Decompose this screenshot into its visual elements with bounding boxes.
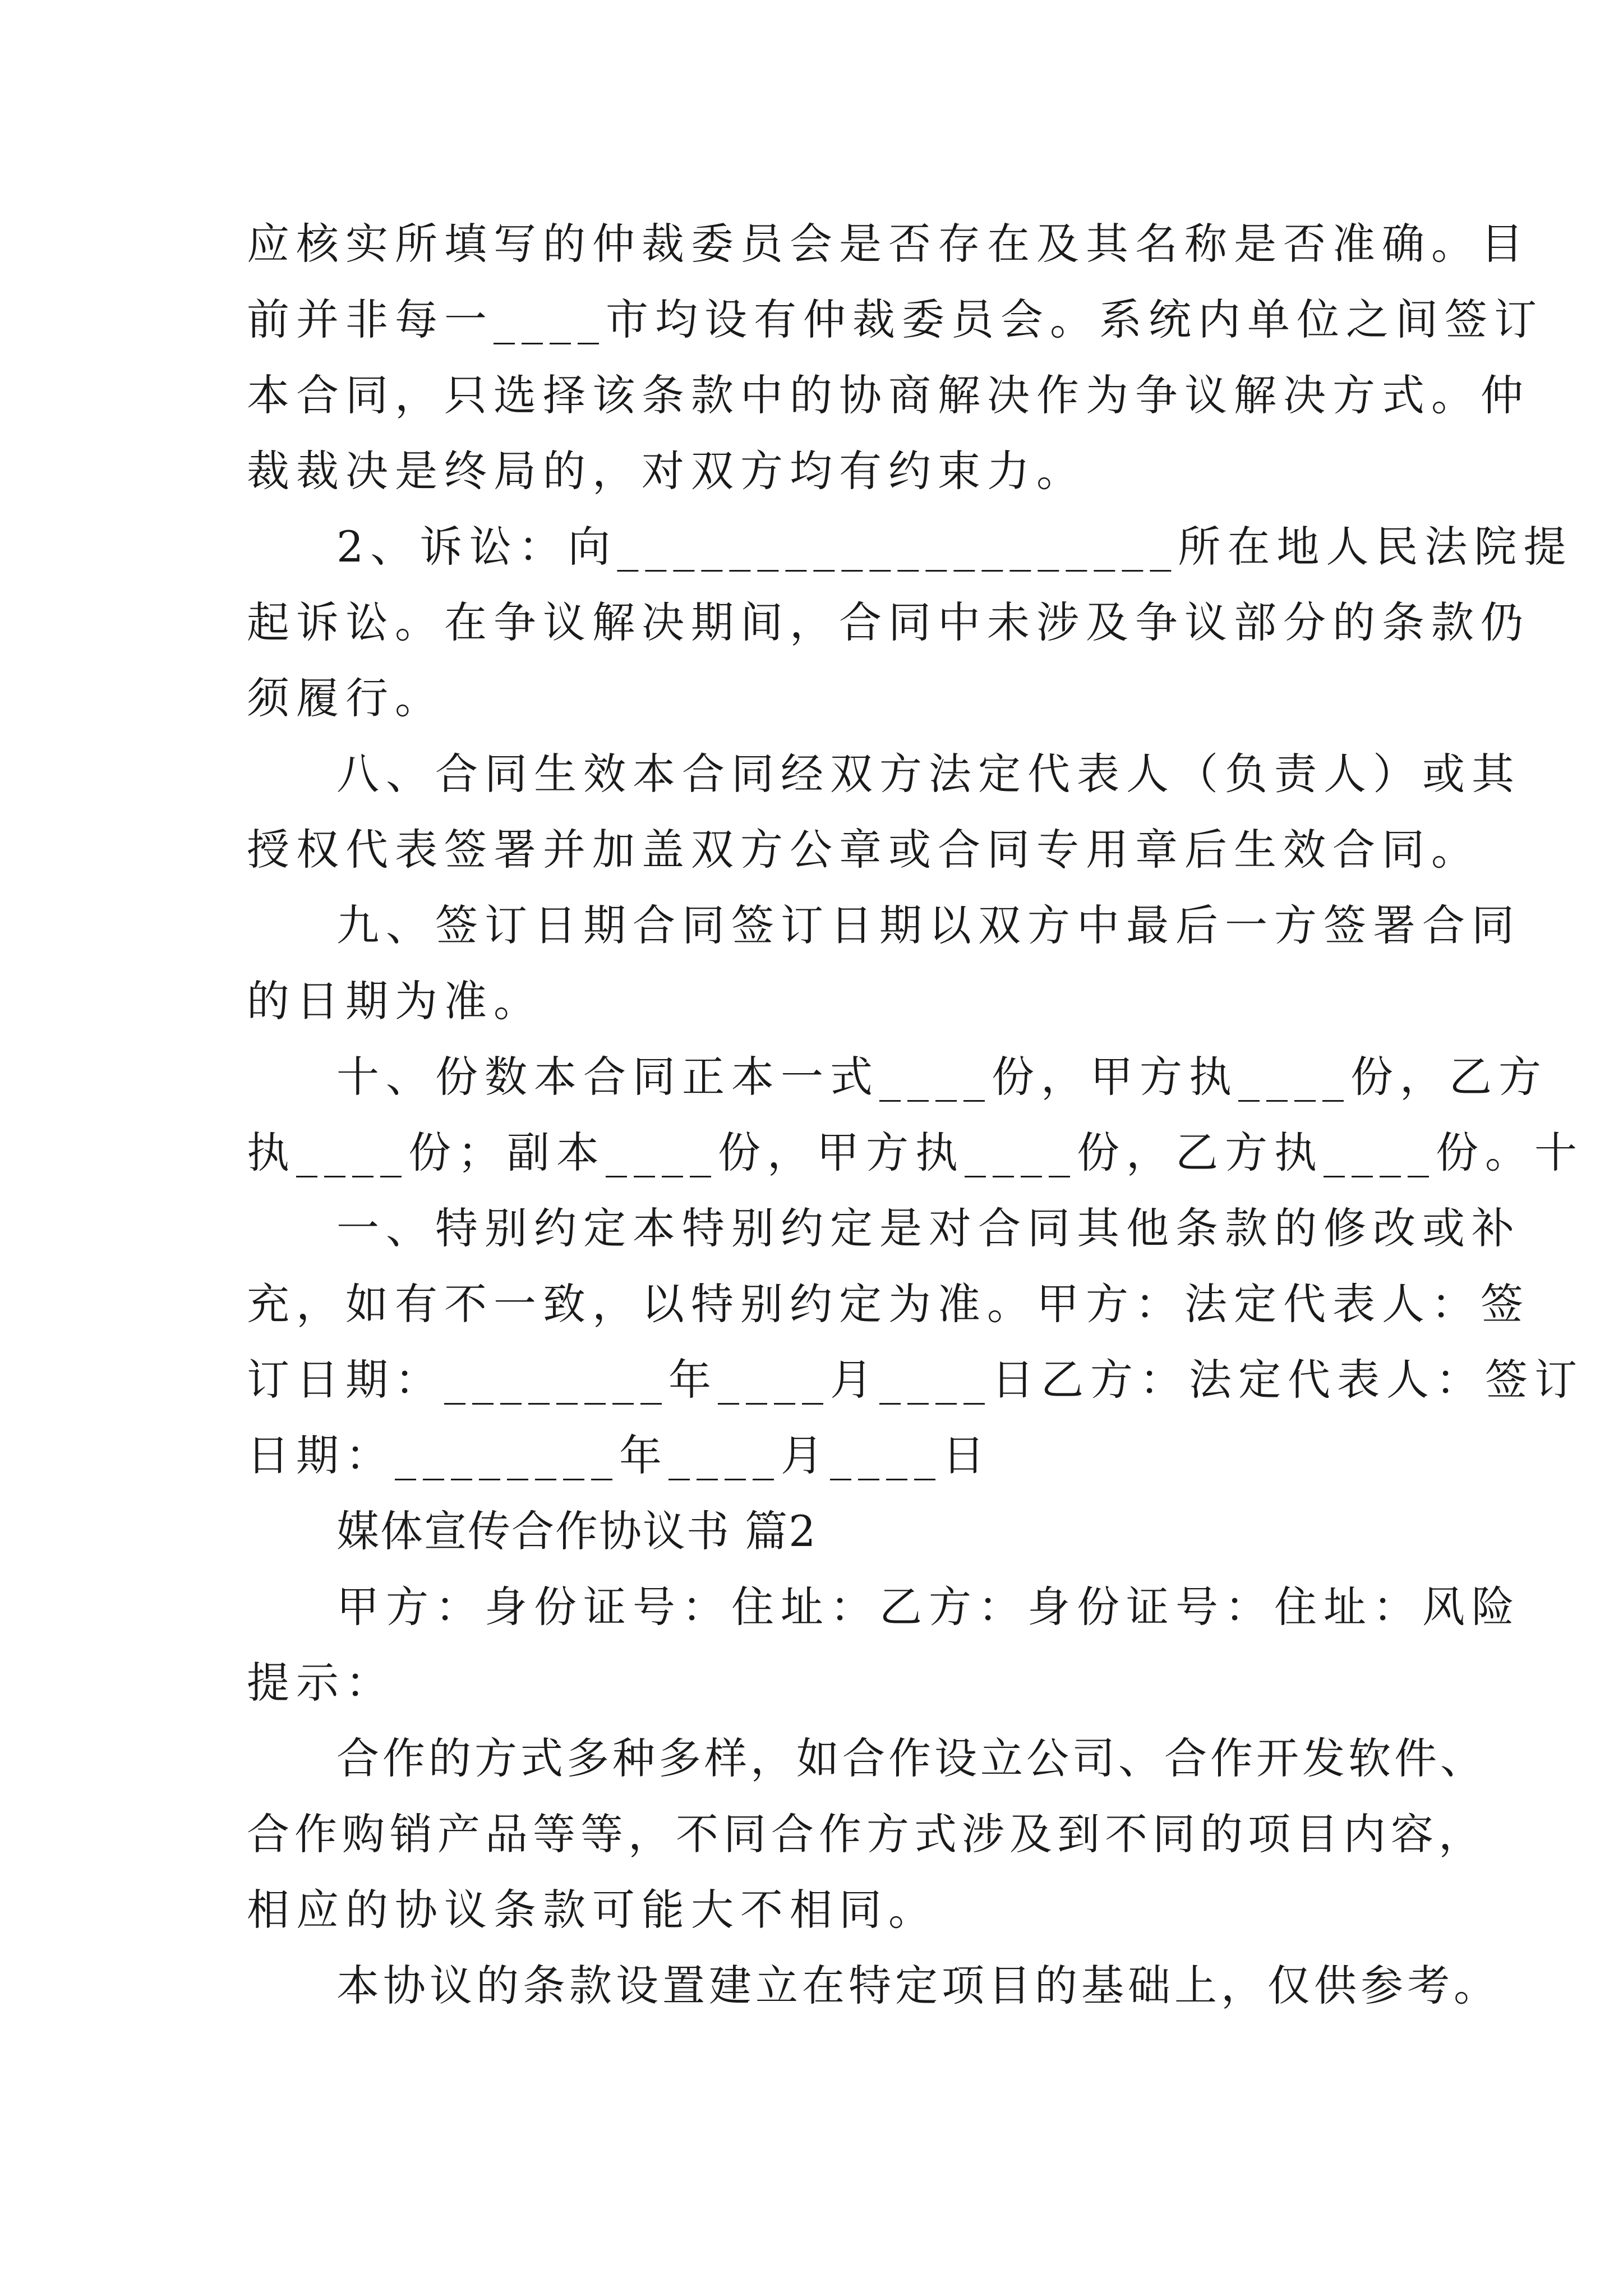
text-line: 前并非每一____市均设有仲裁委员会。系统内单位之间签订	[247, 295, 1543, 344]
text-line: 八、合同生效本合同经双方法定代表人（负责人）或其	[336, 749, 1521, 799]
text-line: 的日期为准。	[247, 976, 543, 1026]
text-line: 甲方：身份证号：住址：乙方：身份证号：住址：风险	[336, 1582, 1521, 1632]
text-line: 授权代表签署并加盖双方公章或合同专用章后生效合同。	[247, 825, 1481, 875]
text-line: 应核实所填写的仲裁委员会是否存在及其名称是否准确。目	[247, 219, 1530, 269]
text-line: 十、份数本合同正本一式____份，甲方执____份，乙方	[336, 1052, 1548, 1102]
text-line: 本合同，只选择该条款中的协商解决作为争议解决方式。仲	[247, 370, 1530, 420]
text-line: 一、特别约定本特别约定是对合同其他条款的修改或补	[336, 1203, 1521, 1253]
text-line: 充，如有不一致，以特别约定为准。甲方：法定代表人：签	[247, 1279, 1530, 1329]
text-line: 裁裁决是终局的，对双方均有约束力。	[247, 446, 1086, 496]
text-line: 执____份；副本____份，甲方执____份，乙方执____份。十	[247, 1128, 1584, 1177]
text-line: 相应的协议条款可能大不相同。	[247, 1885, 938, 1935]
text-line: 本协议的条款设置建立在特定项目的基础上，仅供参考。	[336, 1961, 1500, 2010]
section-heading: 媒体宣传合作协议书 篇2	[336, 1506, 817, 1556]
text-line: 2、诉讼：向____________________所在地人民法院提	[336, 522, 1573, 572]
text-line: 九、签订日期合同签订日期以双方中最后一方签署合同	[336, 900, 1521, 950]
text-line: 起诉讼。在争议解决期间，合同中未涉及争议部分的条款仍	[247, 597, 1530, 647]
text-line: 日期：________年____月____日	[247, 1430, 992, 1480]
text-line: 提示：	[247, 1658, 395, 1708]
text-line: 合作购销产品等等，不同合作方式涉及到不同的项目内容，	[247, 1809, 1486, 1859]
text-line: 订日期：________年____月____日乙方：法定代表人：签订	[247, 1355, 1584, 1405]
text-line: 合作的方式多种多样，如合作设立公司、合作开发软件、	[336, 1733, 1486, 1783]
text-line: 须履行。	[247, 673, 444, 723]
